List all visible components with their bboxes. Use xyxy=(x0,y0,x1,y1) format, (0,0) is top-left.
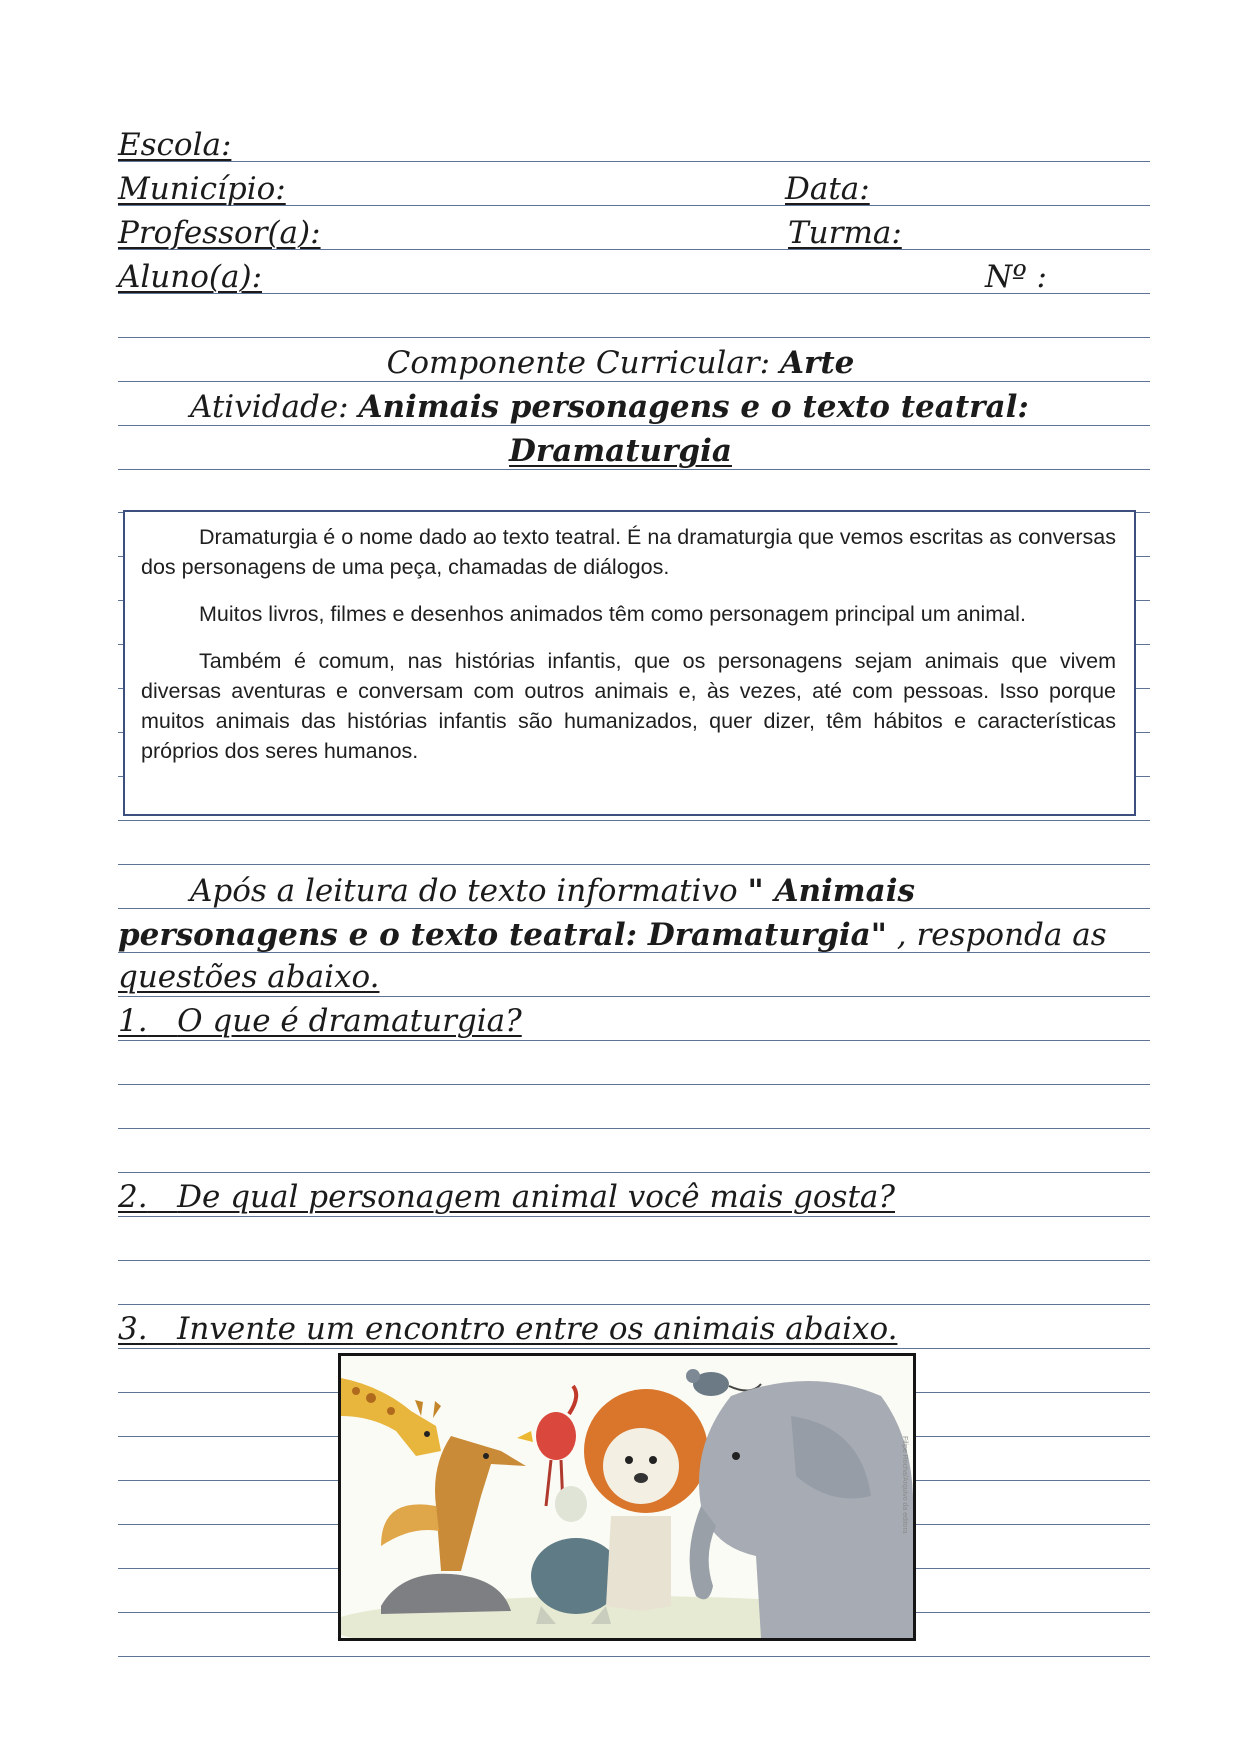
rock-shape xyxy=(381,1574,511,1614)
ruled-line xyxy=(118,1040,1150,1041)
info-text-box xyxy=(123,510,1136,816)
ruled-line xyxy=(118,1656,1150,1657)
info-paragraph: Dramaturgia é o nome dado ao texto teatral. É na dramaturgia que vemos escritas as conversas dos personagens de uma peça, chamadas de diálogos. xyxy=(141,525,1116,579)
ruled-line xyxy=(118,381,1150,382)
question-3 xyxy=(118,1311,898,1347)
fox-drawing xyxy=(381,1436,526,1571)
activity-heading xyxy=(190,389,1029,425)
animals-illustration-drawing xyxy=(341,1356,913,1638)
instructions-line-1 xyxy=(190,873,915,909)
activity-value: Animais personagens e o texto teatral: xyxy=(358,389,1029,425)
instructions-title: " Animais xyxy=(747,873,915,909)
instructions-title: personagens e o texto teatral: Dramaturgia" xyxy=(118,917,887,953)
instructions-line-3: questões abaixo. xyxy=(118,959,380,995)
ruled-line xyxy=(118,820,1150,821)
animals-illustration xyxy=(338,1353,916,1641)
question-text: De qual personagem animal você mais gosta? xyxy=(177,1179,895,1215)
question-number: 1. xyxy=(118,1003,148,1039)
question-number: 2. xyxy=(118,1179,148,1215)
ruled-line xyxy=(118,1172,1150,1173)
class-label: Turma: xyxy=(788,215,902,251)
info-paragraph: Também é comum, nas histórias infantis, que os personagens sejam animais que vivem diversas aventuras e conversam com outros animais e, às vezes, até com pessoas. Isso porque muitos animais das histórias infantis são humanizados, quer dizer, têm hábitos e características próprios dos seres humanos. xyxy=(141,649,1116,763)
question-1 xyxy=(118,1003,522,1039)
date-label: Data: xyxy=(785,171,870,207)
number-label: Nº : xyxy=(985,259,1047,295)
ruled-line xyxy=(118,864,1150,865)
illustration-credit: Filipe Rocha/Arquivo da editora xyxy=(901,1436,908,1534)
ruled-line xyxy=(118,1216,1150,1217)
component-label: Componente Curricular: xyxy=(386,345,771,381)
ruled-line xyxy=(118,469,1150,470)
ruled-line xyxy=(118,1128,1150,1129)
ruled-line xyxy=(118,1348,1150,1349)
activity-label: Atividade: xyxy=(190,389,349,425)
instructions-line-2 xyxy=(118,917,1107,953)
ruled-line xyxy=(118,161,1150,162)
question-2 xyxy=(118,1179,895,1215)
student-label: Aluno(a): xyxy=(118,259,263,295)
ruled-line xyxy=(118,1084,1150,1085)
instructions-text: , responda as xyxy=(886,917,1107,953)
city-label: Município: xyxy=(118,171,286,207)
ruled-line xyxy=(118,1304,1150,1305)
giraffe-drawing xyxy=(341,1378,441,1456)
component-heading xyxy=(0,345,1241,381)
question-text: Invente um encontro entre os animais abaixo. xyxy=(177,1311,898,1347)
school-label: Escola: xyxy=(118,127,232,163)
component-value: Arte xyxy=(779,345,855,381)
teacher-label: Professor(a): xyxy=(118,215,321,251)
ruled-line xyxy=(118,425,1150,426)
ruled-line xyxy=(118,337,1150,338)
info-paragraph: Muitos livros, filmes e desenhos animados têm como personagem principal um animal. xyxy=(199,602,1026,626)
question-text: O que é dramaturgia? xyxy=(177,1003,522,1039)
activity-value-line2: Dramaturgia xyxy=(509,433,732,469)
ruled-line xyxy=(118,1260,1150,1261)
instructions-text: Após a leitura do texto informativo xyxy=(190,873,748,909)
ruled-line xyxy=(118,996,1150,997)
question-number: 3. xyxy=(118,1311,148,1347)
